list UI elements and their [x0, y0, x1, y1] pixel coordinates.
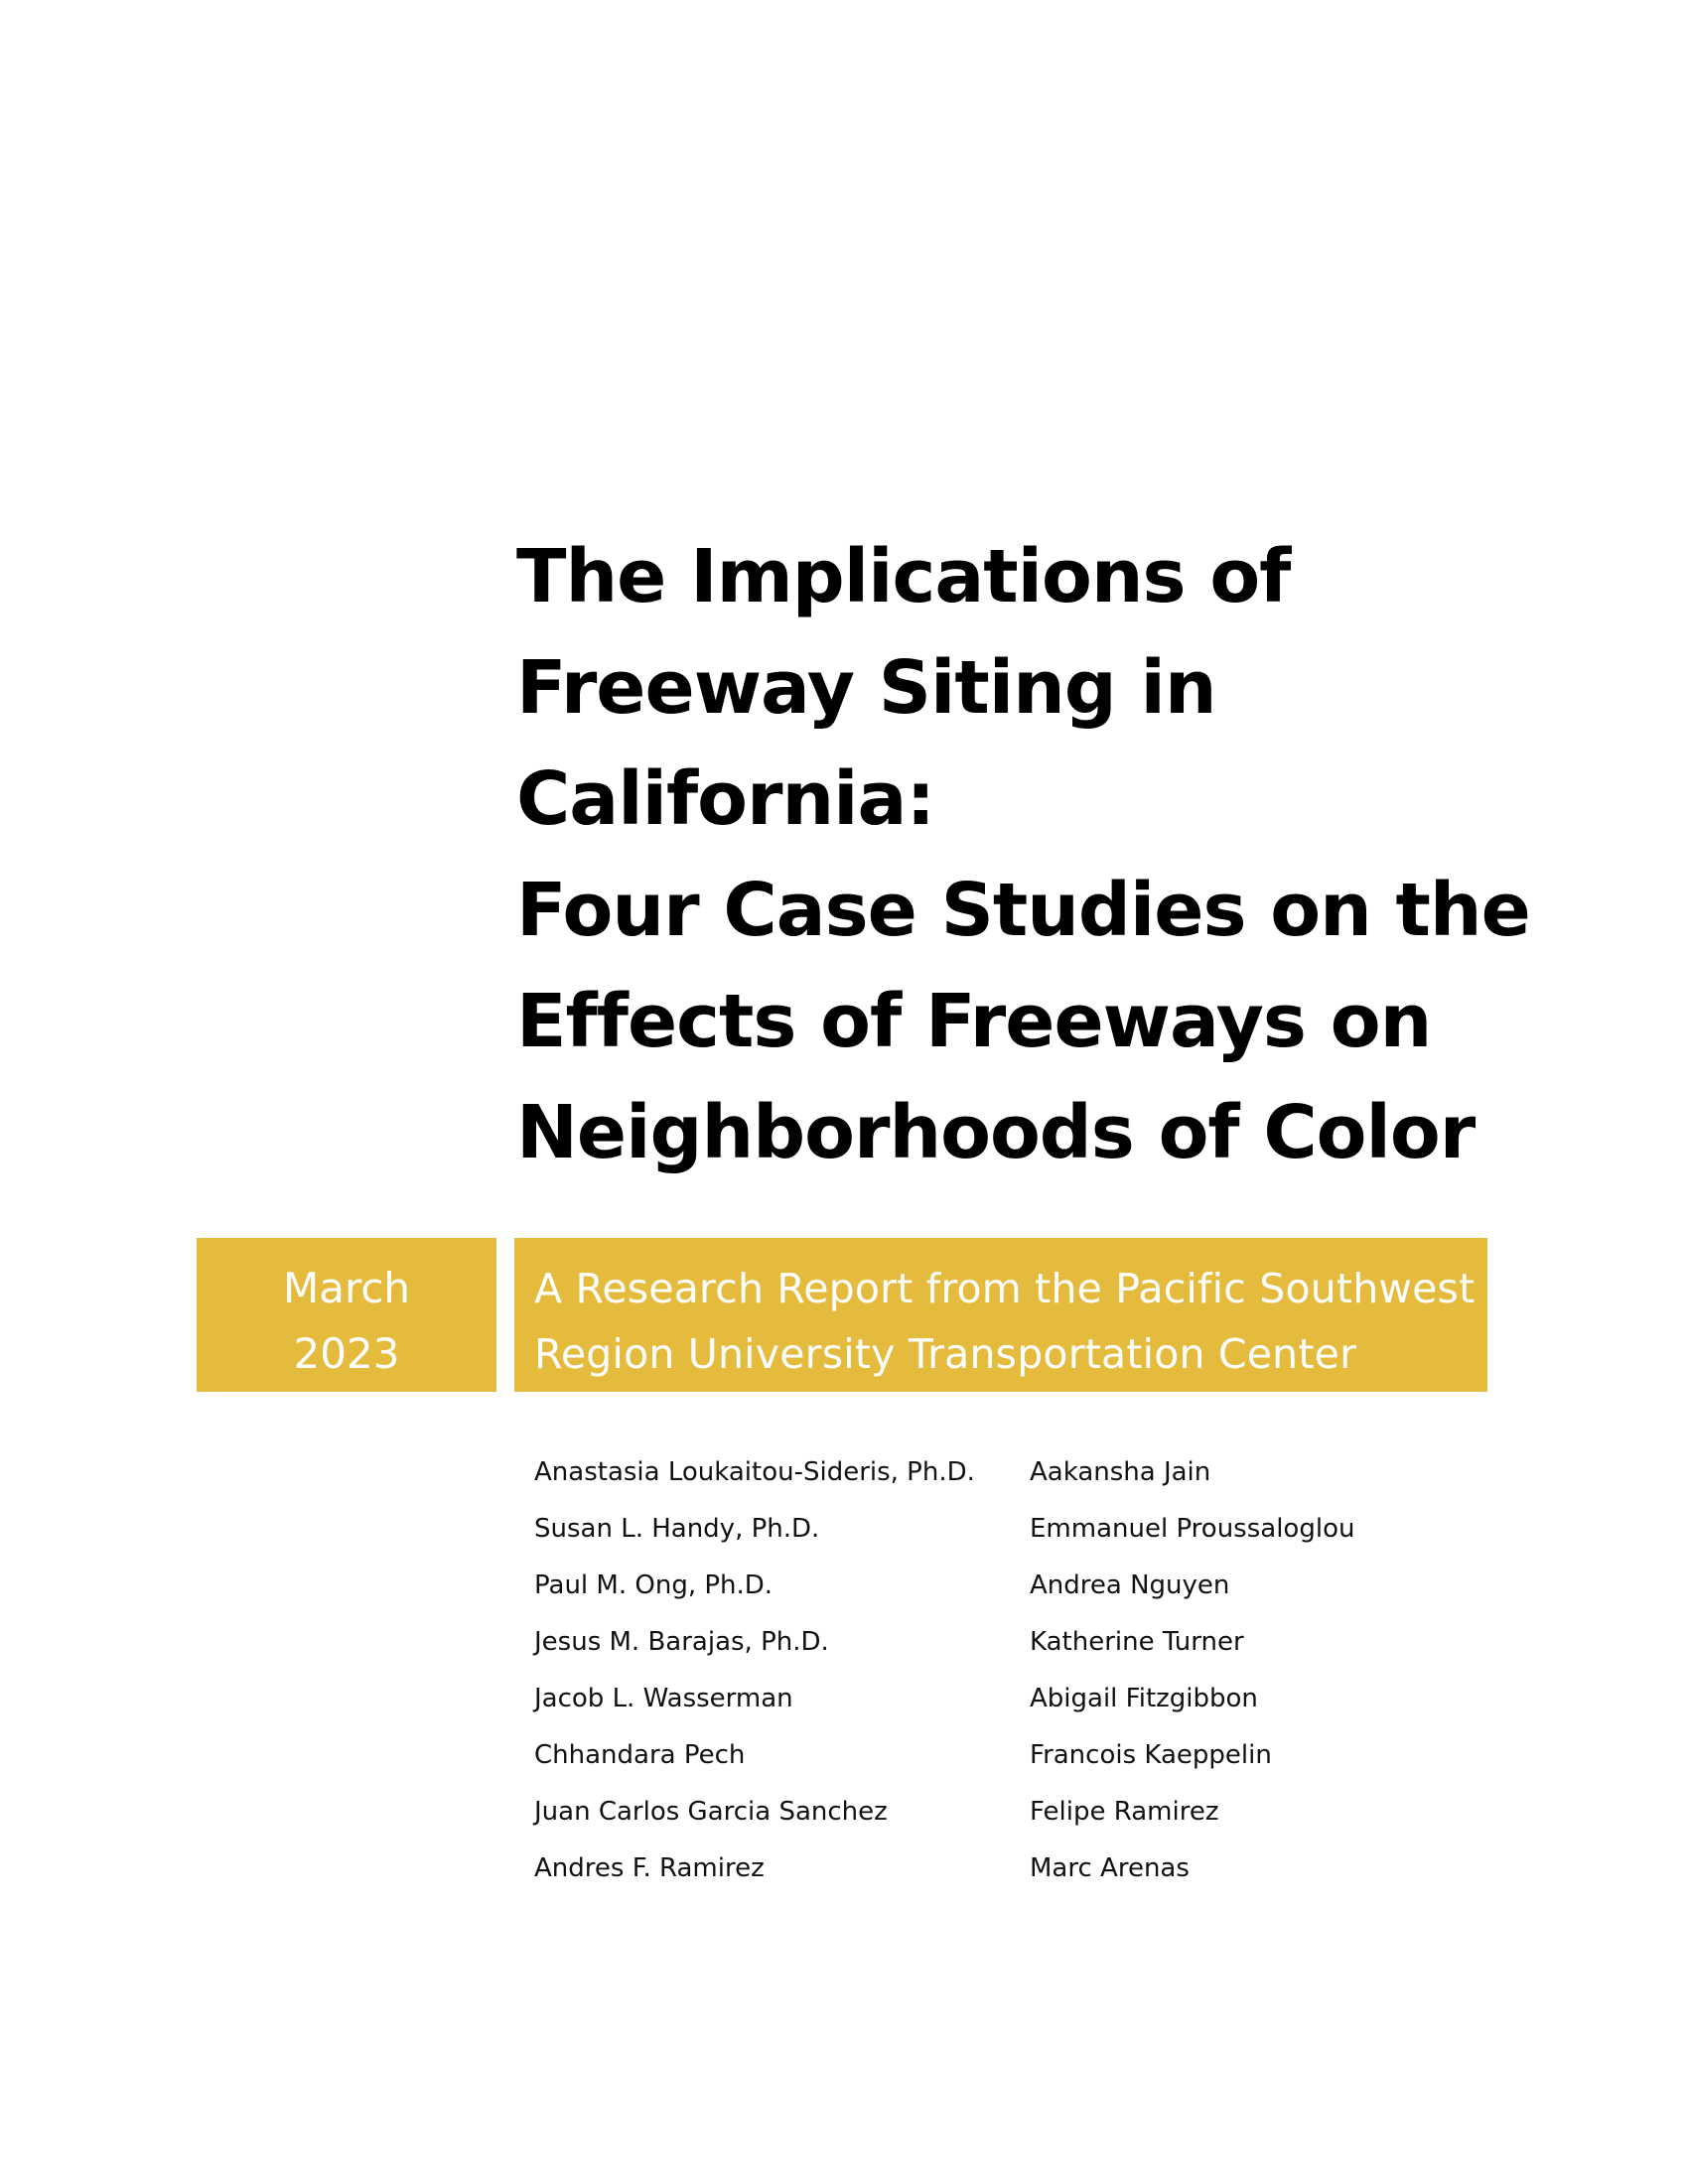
author-list-right: [1030, 1444, 1354, 1897]
author-name: Jesus M. Barajas, Ph.D.: [534, 1627, 829, 1657]
author-name: Andrea Nguyen: [1030, 1570, 1230, 1600]
author-name: Susan L. Handy, Ph.D.: [534, 1514, 820, 1544]
date-band: [197, 1238, 496, 1392]
author-name: Juan Carlos Garcia Sanchez: [534, 1797, 888, 1827]
publication-year: 2023: [293, 1329, 400, 1378]
author-name: Chhandara Pech: [534, 1740, 746, 1770]
author-name: Abigail Fitzgibbon: [1030, 1684, 1258, 1713]
publication-month: March: [282, 1264, 411, 1312]
author-name: Emmanuel Proussaloglou: [1030, 1514, 1355, 1544]
title-line: The Implications of: [516, 534, 1291, 619]
author-name: Paul M. Ong, Ph.D.: [534, 1570, 774, 1600]
author-list-left: [534, 1444, 975, 1897]
report-title: [516, 521, 1529, 1188]
title-line: Effects of Freeways on: [516, 979, 1432, 1064]
title-line: Neighborhoods of Color: [516, 1090, 1476, 1175]
author-name: Katherine Turner: [1030, 1627, 1244, 1657]
author-name: Andres F. Ramirez: [534, 1853, 765, 1883]
author-name: Felipe Ramirez: [1030, 1797, 1219, 1827]
author-name: Jacob L. Wasserman: [534, 1684, 793, 1713]
author-name: Aakansha Jain: [1030, 1457, 1211, 1487]
author-name: Francois Kaeppelin: [1030, 1740, 1272, 1770]
report-source-band: [514, 1238, 1487, 1392]
author-name: Marc Arenas: [1030, 1853, 1190, 1883]
report-source-line: A Research Report from the Pacific Southwest: [534, 1265, 1476, 1312]
author-name: Anastasia Loukaitou-Sideris, Ph.D.: [534, 1457, 975, 1487]
report-source-line: Region University Transportation Center: [534, 1330, 1357, 1378]
title-line: Freeway Siting in: [516, 645, 1216, 731]
title-line: Four Case Studies on the: [516, 868, 1530, 953]
title-line: California:: [516, 756, 935, 842]
